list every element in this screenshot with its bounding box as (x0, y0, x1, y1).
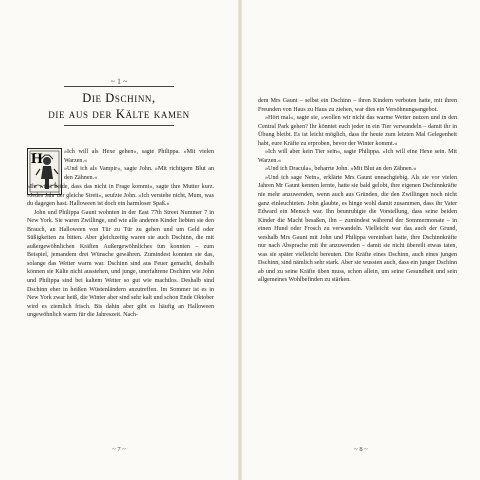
paragraph: dem Mrs Gaunt – selbst ein Dschinn – ihren Kindern verboten hatte, mit ihren Freunden von Haus zu Haus zu ziehen, war dies ein Versöhnungsangebot. (258, 98, 457, 113)
left-text-beside-dropcap (64, 148, 214, 182)
page-number-left: ~ 7 ~ (112, 446, 126, 453)
paragraph: John und Philippa Gaunt wohnten in der East 77th Street Nummer 7 in New York. Sie waren Zwillinge, und wie alle anderen Kinder liebten sie den Brauch, an Halloween von Tür zu Tür zu gehen und um Geld oder Süßigkeiten zu bitten. Aber gleichzeitig waren sie auch Dschinn, die mit außergewöhnlichen Kräften Außergewöhnliches tun konnten – zum Beispiel, jemandem drei Wünsche gewähren. Zumindest konnten sie das, solange das Wetter warm war. Dschinn sind aus Feuer gemacht, deshalb können sie Kälte nicht ausstehen, und junge, unerfahrene Dschinn wie John und Philippa sind bei kaltem Wetter so gut wie machtlos. Deshalb sind Dschinn eher in heißen Wüstenländern anzutreffen. Im Sommer ist es in New York zwar heiß, die Winter aber sind sehr kalt und schon Ende Oktober wird es ziemlich frisch. Bis dahin aber gibt es häufig an Halloween ungewöhnlich warm für die Jahreszeit. Nach- (27, 209, 214, 319)
title-rule-bottom (64, 125, 174, 126)
left-text-body (27, 183, 214, 320)
dropcap-letter: H (31, 151, 43, 167)
title-rule-top (64, 86, 174, 87)
left-page (0, 0, 238, 480)
paragraph: »Hört mal«, sagte sie, »wollen wir nicht das warme Wetter nutzen und in den Central Park gehen? Ihr könntet euch jeder in ein Tier verwandeln – damit ihr in Übung bleibt. Es ist leicht möglich, dass ihr heute zum letzten Mal Gelegenheit habt, eure Kräfte zu erproben, bevor der Winter kommt.« (258, 115, 457, 147)
chapter-title-line-2: die aus der Kälte kamen (48, 107, 190, 121)
paragraph: »Und ich sage Nein«, erklärte Mrs Gaunt unnachgiebig. Als sie vor vielen Jahren Mr Gaunt kennen lernte, hatte sie bald gelobt, ihre eigenen Dschinnkräfte nie mehr anzuwenden, wenn auch aus Gründen, die den Zwillingen noch nicht ganz einleuchteten. John glaubte, es hinge wohl damit zusammen, dass ihr Vater Edward ein Mensch war. Ihn beunruhigte die Vorstellung, dass seine beiden Kinder die Macht besaßen, ihn – zumindest während der Sommermonate – in einen Hund oder Frosch zu verwandeln. Vielleicht war das auch der Grund, weshalb Mrs Gaunt mit John und Philippa vereinbart hatte, ihre Dschinnkräfte nur nach Absprache mit ihr anzuwenden – damit sie nicht übereilt etwas taten, was sie später vielleicht bereuten. Die Kräfte eines Dschinn, auch eines jungen Dschinn, sind nämlich sehr stark. Aber sie wussten auch, dass ein junger Dschinn ab und zu seine Kräfte üben muss, schon allein, um seine Gesundheit und sein allgemeines Wohlbefinden zu stärken. (258, 174, 457, 284)
paragraph: »Und ich als Vampir«, sagte John. »Mit richtigem Blut an den Zähnen.« (64, 166, 214, 181)
page-number-right: ~ 8 ~ (354, 446, 368, 453)
paragraph: »Ich will als Hexe gehen«, sagte Philippa. »Mit vielen Warzen.« (64, 149, 214, 164)
paragraph: »Und ich Dracula«, beharrte John. »Mit Blut an den Zähnen.« (265, 166, 417, 173)
paragraph: »Ihr wisst beide, dass das nicht in Frage kommt«, sagte ihre Mutter kurz. »Jedes Jahr der gleiche Streit«, seufzte John. »Ich verstehe nicht, Mum, was du dagegen hast. Halloween ist doch ein harmloser Spaß.« (27, 184, 214, 208)
chapter-number-ornament: ~ 1 ~ (110, 77, 128, 86)
paragraph: »Ich will aber kein Tier sein«, sagte Philippa. »Ich will eine Hexe sein. Mit Warzen.« (258, 149, 457, 164)
chapter-title-line-1: Die Dschinn, (82, 91, 156, 105)
right-text-body (258, 97, 457, 285)
right-page (242, 0, 480, 480)
